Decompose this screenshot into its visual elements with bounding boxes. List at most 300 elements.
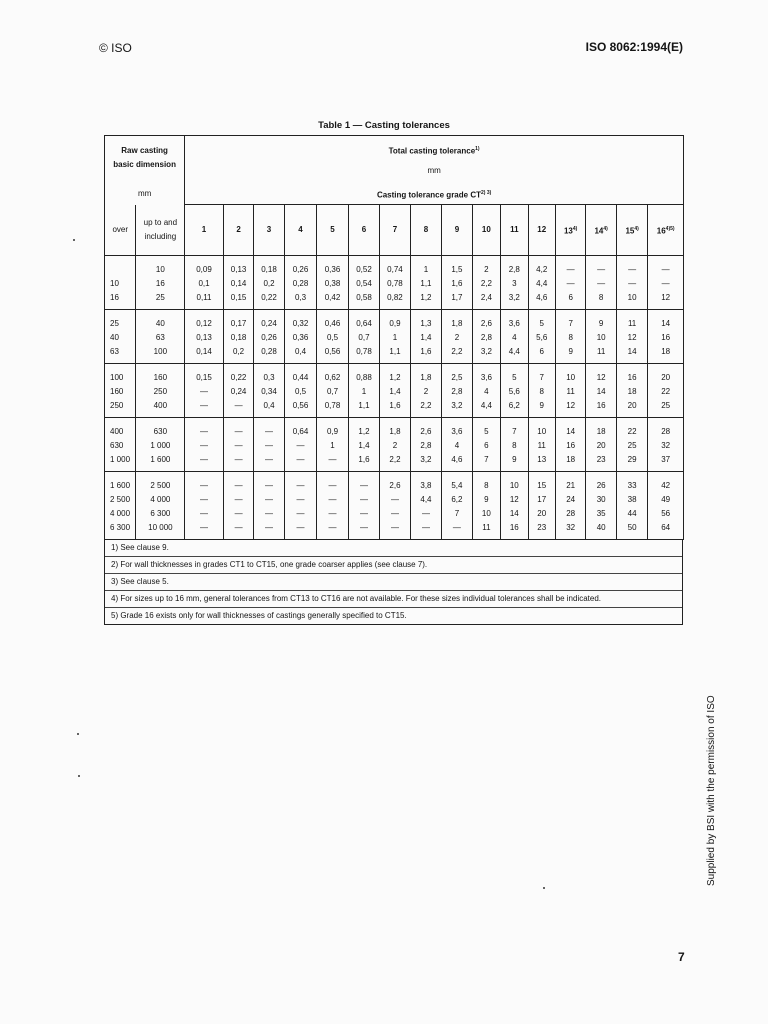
grade-number: 7 <box>392 225 398 235</box>
cell-tolerance: 0,62 <box>317 363 348 385</box>
table-row <box>105 277 684 291</box>
cell-tolerance: 0,74 <box>380 255 410 277</box>
cell-tolerance: 0,22 <box>223 363 253 385</box>
table-row <box>105 439 684 453</box>
cell-tolerance: — <box>185 507 224 521</box>
cell-tolerance: 21 <box>555 471 585 493</box>
cell-tolerance: — <box>284 439 317 453</box>
cell-tolerance: 0,56 <box>317 345 348 364</box>
grade-header-ct3 <box>254 205 284 256</box>
cell-tolerance: 4,6 <box>528 291 555 310</box>
cell-tolerance: 2 <box>410 385 441 399</box>
total-tolerance-label: Total casting tolerance <box>388 146 476 156</box>
cell-tolerance: 20 <box>648 363 684 385</box>
basic-dimension-header-text: Raw casting basic dimension <box>113 145 176 169</box>
cell-tolerance: 42 <box>648 471 684 493</box>
cell-tolerance: 1 <box>380 331 410 345</box>
grade-number: 1 <box>201 225 207 235</box>
cell-tolerance: 16 <box>616 363 647 385</box>
table-row <box>105 399 684 418</box>
cell-tolerance: 0,09 <box>185 255 224 277</box>
cell-tolerance: 8 <box>528 385 555 399</box>
table-row <box>105 345 684 364</box>
cell-tolerance: 10 <box>501 471 528 493</box>
grade-header-ct15 <box>616 205 647 256</box>
cell-tolerance: — <box>410 521 441 540</box>
cell-tolerance: 1,8 <box>380 417 410 439</box>
cell-tolerance: 3,6 <box>501 309 528 331</box>
cell-tolerance: 5 <box>501 363 528 385</box>
cell-tolerance: 2,2 <box>442 345 472 364</box>
grade-number: 6 <box>361 225 367 235</box>
grade-header-ct2 <box>223 205 253 256</box>
grade-number: 13 <box>563 226 573 236</box>
cell-tolerance: 0,11 <box>185 291 224 310</box>
cell-tolerance: 0,36 <box>317 255 348 277</box>
grade-number: 15 <box>625 226 635 236</box>
cell-tolerance: — <box>185 417 224 439</box>
cell-tolerance: — <box>254 417 284 439</box>
cell-tolerance: 10 <box>586 331 616 345</box>
cell-tolerance: 0,46 <box>317 309 348 331</box>
cell-tolerance: 1,6 <box>348 453 379 472</box>
table-row <box>105 255 684 277</box>
cell-tolerance: 10 <box>616 291 647 310</box>
cell-tolerance: — <box>555 277 585 291</box>
cell-tolerance: — <box>254 507 284 521</box>
cell-tolerance: 32 <box>648 439 684 453</box>
cell-up-to: 4 000 <box>136 493 185 507</box>
cell-tolerance: — <box>223 521 253 540</box>
cell-tolerance: 4,4 <box>410 493 441 507</box>
grade-header-ct5 <box>317 205 348 256</box>
cell-tolerance: 0,38 <box>317 277 348 291</box>
cell-tolerance: — <box>254 493 284 507</box>
cell-tolerance: 0,4 <box>254 399 284 418</box>
cell-tolerance: 1 <box>317 439 348 453</box>
grade-footnote-ref: 4) <box>634 225 639 232</box>
cell-tolerance: — <box>586 277 616 291</box>
cell-tolerance: 64 <box>648 521 684 540</box>
table-row <box>105 331 684 345</box>
cell-tolerance: — <box>284 471 317 493</box>
grade-footnote-ref: 4)5) <box>665 225 675 232</box>
grade-number: 2 <box>236 225 241 235</box>
cell-tolerance: 0,26 <box>254 331 284 345</box>
cell-tolerance: — <box>348 471 379 493</box>
cell-up-to: 250 <box>136 385 185 399</box>
cell-over: 40 <box>105 331 136 345</box>
cell-tolerance: 24 <box>555 493 585 507</box>
grade-header-ct13 <box>555 205 585 256</box>
cell-tolerance: 0,12 <box>185 309 224 331</box>
cell-tolerance: 28 <box>648 417 684 439</box>
cell-tolerance: 1,5 <box>442 255 472 277</box>
cell-tolerance: 7 <box>528 363 555 385</box>
cell-tolerance: 5 <box>472 417 500 439</box>
cell-tolerance: 14 <box>586 385 616 399</box>
basic-dimension-header <box>105 136 185 182</box>
cell-tolerance: 0,28 <box>284 277 317 291</box>
cell-tolerance: 5,6 <box>501 385 528 399</box>
cell-tolerance: 2,8 <box>472 331 500 345</box>
cell-tolerance: 0,2 <box>223 345 253 364</box>
cell-tolerance: 30 <box>586 493 616 507</box>
cell-tolerance: 0,13 <box>223 255 253 277</box>
cell-tolerance: 0,7 <box>348 331 379 345</box>
cell-over: 100 <box>105 363 136 385</box>
cell-tolerance: 11 <box>472 521 500 540</box>
cell-tolerance: 1,1 <box>380 345 410 364</box>
cell-tolerance: 1,6 <box>380 399 410 418</box>
standard-number: ISO 8062:1994(E) <box>585 40 683 54</box>
cell-up-to: 1 600 <box>136 453 185 472</box>
cell-tolerance: 1,2 <box>348 417 379 439</box>
cell-tolerance: 0,82 <box>380 291 410 310</box>
casting-tolerance-table <box>104 135 684 540</box>
cell-tolerance: 0,52 <box>348 255 379 277</box>
footnote-3: 3) See clause 5. <box>105 573 682 590</box>
cell-tolerance: — <box>223 453 253 472</box>
grade-header-ct4 <box>284 205 317 256</box>
cell-tolerance: 7 <box>472 453 500 472</box>
cell-up-to: 16 <box>136 277 185 291</box>
cell-tolerance: 3,2 <box>501 291 528 310</box>
cell-tolerance: 2,2 <box>472 277 500 291</box>
cell-tolerance: 0,2 <box>254 277 284 291</box>
grade-number: 9 <box>454 225 460 235</box>
cell-tolerance: 11 <box>616 309 647 331</box>
cell-up-to: 25 <box>136 291 185 310</box>
cell-tolerance: 3,6 <box>442 417 472 439</box>
cell-tolerance: 20 <box>616 399 647 418</box>
cell-tolerance: — <box>284 507 317 521</box>
cell-tolerance: 14 <box>501 507 528 521</box>
cell-tolerance: — <box>223 439 253 453</box>
cell-tolerance: 16 <box>586 399 616 418</box>
cell-tolerance: 4,4 <box>472 399 500 418</box>
cell-tolerance: 9 <box>586 309 616 331</box>
cell-tolerance: — <box>185 453 224 472</box>
cell-tolerance: — <box>284 521 317 540</box>
footnote-1: 1) See clause 9. <box>111 542 169 552</box>
grade-header-ct12 <box>528 205 555 256</box>
cell-tolerance: 1 <box>348 385 379 399</box>
cell-tolerance: 0,15 <box>185 363 224 385</box>
cell-tolerance: 18 <box>648 345 684 364</box>
grade-number: 12 <box>537 225 547 235</box>
cell-tolerance: 16 <box>501 521 528 540</box>
cell-tolerance: 0,15 <box>223 291 253 310</box>
cell-tolerance: — <box>223 399 253 418</box>
cell-tolerance: — <box>185 399 224 418</box>
cell-tolerance: — <box>348 507 379 521</box>
cell-tolerance: — <box>442 521 472 540</box>
cell-up-to: 10 <box>136 255 185 277</box>
cell-tolerance: 17 <box>528 493 555 507</box>
cell-tolerance: — <box>317 493 348 507</box>
cell-tolerance: — <box>185 471 224 493</box>
grade-header-ct10 <box>472 205 500 256</box>
cell-tolerance: 0,24 <box>254 309 284 331</box>
cell-tolerance: 8 <box>586 291 616 310</box>
cell-tolerance: — <box>648 255 684 277</box>
cell-tolerance: — <box>410 507 441 521</box>
cell-tolerance: 0,58 <box>348 291 379 310</box>
cell-tolerance: 26 <box>586 471 616 493</box>
total-tolerance-unit: mm <box>427 165 441 175</box>
cell-tolerance: — <box>380 507 410 521</box>
cell-tolerance: 12 <box>616 331 647 345</box>
grade-number: 14 <box>594 226 604 236</box>
cell-tolerance: 0,14 <box>223 277 253 291</box>
cell-tolerance: 11 <box>586 345 616 364</box>
dimension-unit: mm <box>105 182 185 205</box>
cell-tolerance: 13 <box>528 453 555 472</box>
cell-tolerance: 3 <box>501 277 528 291</box>
cell-tolerance: 3,6 <box>472 363 500 385</box>
cell-tolerance: 0,17 <box>223 309 253 331</box>
footnote-5: 5) Grade 16 exists only for wall thicknesses of castings generally specified to CT15. <box>105 607 682 624</box>
cell-tolerance: — <box>380 493 410 507</box>
table-row <box>105 385 684 399</box>
cell-tolerance: 1,4 <box>348 439 379 453</box>
tolerance-grade-header <box>185 182 684 205</box>
cell-tolerance: 0,64 <box>284 417 317 439</box>
cell-tolerance: 1,2 <box>410 291 441 310</box>
cell-tolerance: 4,4 <box>501 345 528 364</box>
cell-tolerance: 10 <box>472 507 500 521</box>
cell-tolerance: — <box>317 521 348 540</box>
grade-number: 5 <box>330 225 335 235</box>
cell-tolerance: 1,1 <box>348 399 379 418</box>
scan-speck <box>78 775 80 777</box>
cell-tolerance: 0,22 <box>254 291 284 310</box>
supplier-note: Supplied by BSI with the permission of ISO <box>706 695 717 886</box>
cell-over: 400 <box>105 417 136 439</box>
cell-tolerance: 1,2 <box>380 363 410 385</box>
cell-tolerance: 2,2 <box>410 399 441 418</box>
cell-up-to: 10 000 <box>136 521 185 540</box>
table-row <box>105 309 684 331</box>
cell-tolerance: 0,5 <box>317 331 348 345</box>
cell-tolerance: 3,2 <box>410 453 441 472</box>
table-footnotes <box>104 540 683 625</box>
cell-tolerance: 8 <box>555 331 585 345</box>
cell-tolerance: 1,4 <box>380 385 410 399</box>
cell-tolerance: 2,6 <box>472 309 500 331</box>
copyright-label: © ISO <box>99 41 132 55</box>
cell-tolerance: — <box>254 453 284 472</box>
cell-tolerance: 9 <box>472 493 500 507</box>
grade-number: 16 <box>656 226 666 236</box>
cell-tolerance: 2,4 <box>472 291 500 310</box>
cell-tolerance: 56 <box>648 507 684 521</box>
grade-header-ct9 <box>442 205 472 256</box>
cell-over: 4 000 <box>105 507 136 521</box>
cell-tolerance: — <box>317 471 348 493</box>
cell-over: 10 <box>105 277 136 291</box>
total-tolerance-header <box>185 136 684 182</box>
cell-tolerance: — <box>648 277 684 291</box>
cell-over: 6 300 <box>105 521 136 540</box>
cell-up-to: 63 <box>136 331 185 345</box>
cell-tolerance: 38 <box>616 493 647 507</box>
cell-tolerance: 0,9 <box>380 309 410 331</box>
cell-tolerance: 33 <box>616 471 647 493</box>
grade-number: 10 <box>481 225 491 235</box>
cell-tolerance: 9 <box>528 399 555 418</box>
cell-tolerance: 23 <box>586 453 616 472</box>
cell-tolerance: 0,3 <box>284 291 317 310</box>
cell-tolerance: 16 <box>648 331 684 345</box>
cell-tolerance: 4 <box>442 439 472 453</box>
cell-tolerance: 6 <box>528 345 555 364</box>
cell-tolerance: — <box>555 255 585 277</box>
tolerance-grade-footnote-ref: 2) 3) <box>480 189 492 196</box>
cell-tolerance: 2,8 <box>442 385 472 399</box>
cell-tolerance: — <box>254 471 284 493</box>
cell-tolerance: 1,7 <box>442 291 472 310</box>
cell-tolerance: — <box>223 493 253 507</box>
table-row <box>105 521 684 540</box>
over-column-header: over <box>105 205 136 256</box>
cell-tolerance: 4,4 <box>528 277 555 291</box>
table-row <box>105 363 684 385</box>
cell-tolerance: 10 <box>555 363 585 385</box>
cell-tolerance: 4 <box>501 331 528 345</box>
up-to-column-header: up to and including <box>136 205 185 256</box>
cell-tolerance: 37 <box>648 453 684 472</box>
cell-tolerance: 6,2 <box>501 399 528 418</box>
cell-tolerance: 14 <box>616 345 647 364</box>
cell-tolerance: 8 <box>501 439 528 453</box>
footnote-4: 4) For sizes up to 16 mm, general tolerances from CT13 to CT16 are not available. For these sizes individual tolerances shall be indicated. <box>105 590 682 607</box>
cell-tolerance: 6,2 <box>442 493 472 507</box>
cell-tolerance: 3,2 <box>442 399 472 418</box>
cell-tolerance: — <box>185 493 224 507</box>
cell-up-to: 630 <box>136 417 185 439</box>
cell-tolerance: 0,26 <box>284 255 317 277</box>
table-row <box>105 291 684 310</box>
scan-speck <box>543 887 545 889</box>
cell-tolerance: — <box>223 507 253 521</box>
cell-tolerance: 12 <box>501 493 528 507</box>
cell-tolerance: — <box>254 439 284 453</box>
casting-tolerance-table-container <box>104 135 684 625</box>
cell-tolerance: 2 <box>380 439 410 453</box>
cell-tolerance: 1 <box>410 255 441 277</box>
cell-tolerance: 0,56 <box>284 399 317 418</box>
cell-tolerance: 22 <box>616 417 647 439</box>
cell-up-to: 2 500 <box>136 471 185 493</box>
cell-over <box>105 255 136 277</box>
table-row <box>105 507 684 521</box>
cell-tolerance: 29 <box>616 453 647 472</box>
cell-over: 160 <box>105 385 136 399</box>
page-number: 7 <box>678 950 685 964</box>
cell-tolerance: 4,2 <box>528 255 555 277</box>
cell-up-to: 6 300 <box>136 507 185 521</box>
cell-tolerance: 0,54 <box>348 277 379 291</box>
cell-over: 250 <box>105 399 136 418</box>
tolerance-grade-label: Casting tolerance grade CT <box>376 190 481 200</box>
cell-tolerance: 0,88 <box>348 363 379 385</box>
cell-tolerance: 18 <box>616 385 647 399</box>
cell-tolerance: 4,6 <box>442 453 472 472</box>
cell-tolerance: 7 <box>442 507 472 521</box>
cell-up-to: 40 <box>136 309 185 331</box>
cell-up-to: 400 <box>136 399 185 418</box>
scan-speck <box>73 239 75 241</box>
cell-tolerance: 0,44 <box>284 363 317 385</box>
cell-tolerance: 6 <box>555 291 585 310</box>
cell-tolerance: 0,78 <box>380 277 410 291</box>
cell-tolerance: 32 <box>555 521 585 540</box>
scan-speck <box>77 733 79 735</box>
cell-up-to: 100 <box>136 345 185 364</box>
cell-tolerance: 3,8 <box>410 471 441 493</box>
cell-tolerance: 23 <box>528 521 555 540</box>
cell-tolerance: — <box>254 521 284 540</box>
cell-tolerance: 2,8 <box>501 255 528 277</box>
cell-tolerance: — <box>223 417 253 439</box>
cell-tolerance: 0,34 <box>254 385 284 399</box>
cell-tolerance: 14 <box>648 309 684 331</box>
grade-header-ct6 <box>348 205 379 256</box>
cell-tolerance: 15 <box>528 471 555 493</box>
cell-tolerance: 9 <box>555 345 585 364</box>
grade-header-ct8 <box>410 205 441 256</box>
cell-tolerance: 14 <box>555 417 585 439</box>
cell-tolerance: 5,4 <box>442 471 472 493</box>
cell-tolerance: — <box>380 521 410 540</box>
grade-footnote-ref: 4) <box>572 225 578 232</box>
cell-tolerance: 18 <box>586 417 616 439</box>
cell-over: 630 <box>105 439 136 453</box>
cell-tolerance: 1,3 <box>410 309 441 331</box>
cell-tolerance: 1,8 <box>410 363 441 385</box>
footnote-2: 2) For wall thicknesses in grades CT1 to CT15, one grade coarser applies (see clause 7). <box>105 556 682 573</box>
cell-tolerance: 11 <box>555 385 585 399</box>
total-tolerance-footnote-ref: 1) <box>475 146 480 152</box>
grade-number: 8 <box>423 225 429 235</box>
cell-tolerance: — <box>185 385 224 399</box>
cell-tolerance: 16 <box>555 439 585 453</box>
cell-tolerance: 20 <box>586 439 616 453</box>
cell-tolerance: — <box>317 453 348 472</box>
cell-tolerance: — <box>317 507 348 521</box>
table-title: Table 1 — Casting tolerances <box>318 120 450 131</box>
cell-tolerance: — <box>185 521 224 540</box>
cell-tolerance: 0,4 <box>284 345 317 364</box>
cell-tolerance: 1,1 <box>410 277 441 291</box>
cell-tolerance: — <box>348 521 379 540</box>
cell-tolerance: — <box>616 255 647 277</box>
grade-header-ct16 <box>648 205 684 256</box>
cell-tolerance: 0,13 <box>185 331 224 345</box>
cell-over: 1 600 <box>105 471 136 493</box>
cell-tolerance: 8 <box>472 471 500 493</box>
table-row <box>105 417 684 439</box>
cell-tolerance: 0,9 <box>317 417 348 439</box>
cell-tolerance: 35 <box>586 507 616 521</box>
cell-tolerance: 50 <box>616 521 647 540</box>
cell-tolerance: 2,6 <box>380 471 410 493</box>
cell-tolerance: 1,4 <box>410 331 441 345</box>
cell-up-to: 160 <box>136 363 185 385</box>
cell-tolerance: 28 <box>555 507 585 521</box>
